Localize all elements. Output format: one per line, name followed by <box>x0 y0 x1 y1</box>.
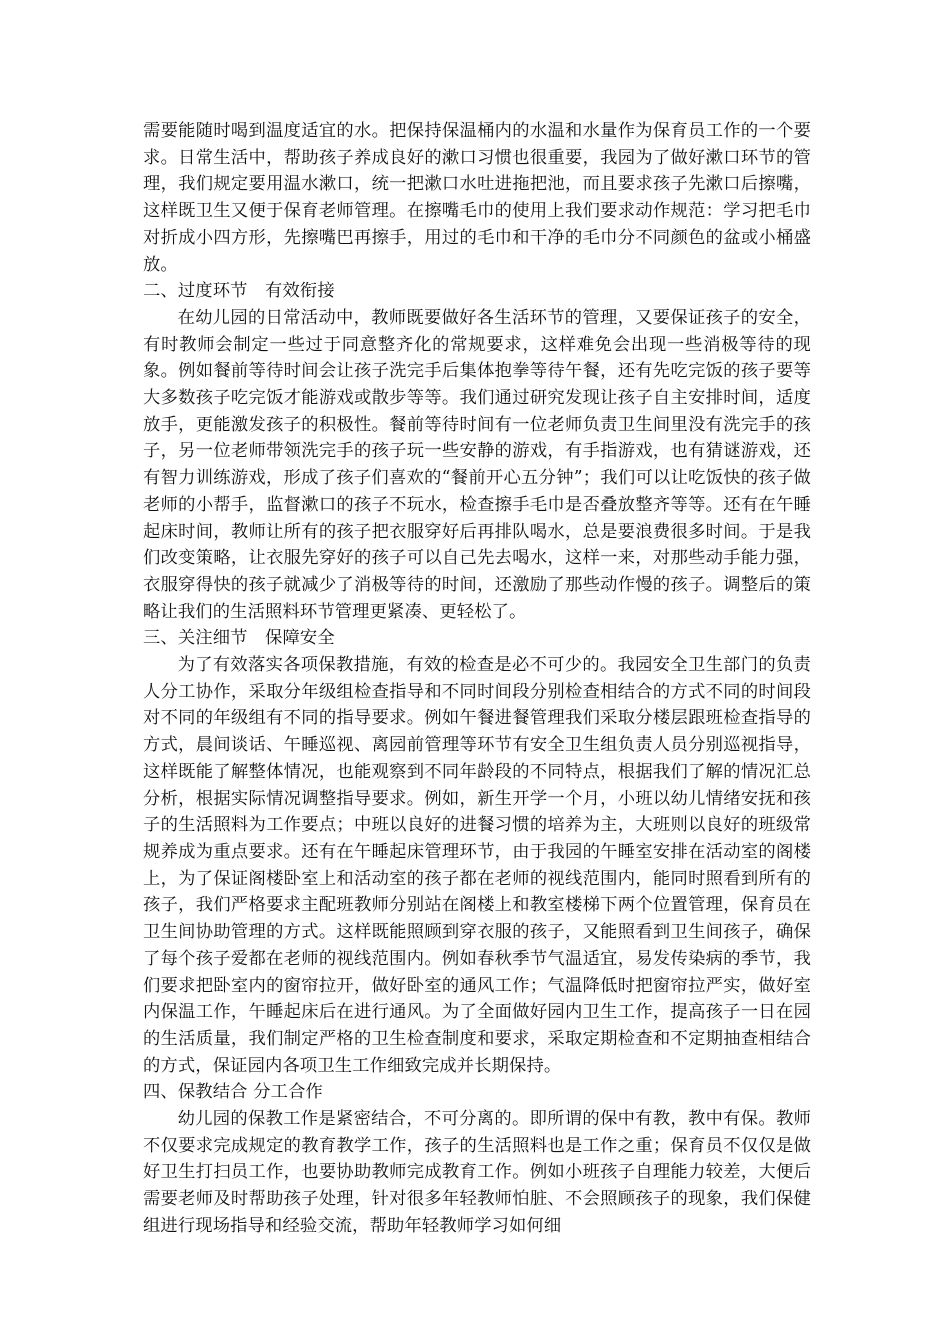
section-heading-4: 四、保教结合 分工合作 <box>143 1082 323 1103</box>
section-heading-3: 三、关注细节 保障安全 <box>143 628 335 649</box>
paragraph-transition-links: 在幼儿园的日常活动中，教师既要做好各生活环节的管理，又要保证孩子的安全，有时教师会制定一些过于同意整齐化的常规要求，这样难免会出现一些消极等待的现象。例如餐前等待时间会让孩子洗完手后集体抱拳等待午餐，还有先吃完饭的孩子要等大多数孩子吃完饭才能游戏或散步等等。我们通过研究发现让孩子自主安排时间，适度放手，更能激发孩子的积极性。餐前等待时间有一位老师负责卫生间里没有洗完手的孩子，另一位老师带领洗完手的孩子玩一些安静的游戏，有手指游戏，也有猜谜游戏，还有智力训练游戏，形成了孩子们喜欢的“餐前开心五分钟”；我们可以让吃饭快的孩子做老师的小帮手，监督漱口的孩子不玩水，检查擦手毛巾是否叠放整齐等等。还有在午睡起床时间，教师让所有的孩子把衣服穿好后再排队喝水，总是要浪费很多时间。于是我们改变策略，让衣服先穿好的孩子可以自己先去喝水，这样一来，对那些动手能力强，衣服穿得快的孩子就减少了消极等待的时间，还激励了那些动作慢的孩子。调整后的策略让我们的生活照料环节管理更紧凑、更轻松了。 <box>143 307 811 622</box>
document-body <box>143 118 811 1240</box>
paragraph-safety-details: 为了有效落实各项保教措施，有效的检查是必不可少的。我园安全卫生部门的负责人分工协作，采取分年级组检查指导和不同时间段分别检查相结合的方式不同的时间段对不同的年级组有不同的指导要求。例如午餐进餐管理我们采取分楼层跟班检查指导的方式，晨间谈话、午睡巡视、离园前管理等环节有安全卫生组负责人员分别巡视指导，这样既能了解整体情况，也能观察到不同年龄段的不同特点，根据我们了解的情况汇总分析，根据实际情况调整指导要求。例如，新生开学一个月，小班以幼儿情绪安抚和孩子的生活照料为工作要点；中班以良好的进餐习惯的培养为主，大班则以良好的班级常规养成为重点要求。还有在午睡起床管理环节，由于我园的午睡室安排在活动室的阁楼上，为了保证阁楼卧室上和活动室的孩子都在老师的视线范围内，能同时照看到所有的孩子，我们严格要求主配班教师分别站在阁楼上和教室楼梯下两个位置管理，保育员在卫生间协助管理的方式。这样既能照顾到穿衣服的孩子，又能照看到卫生间孩子，确保了每个孩子爱都在老师的视线范围内。例如春秋季节气温适宜，易发传染病的季节，我们要求把卧室内的窗帘拉开，做好卧室的通风工作；气温降低时把窗帘拉严实，做好室内保温工作，午睡起床后在进行通风。为了全面做好园内卫生工作，提高孩子一日在园的生活质量，我们制定严格的卫生检查制度和要求，采取定期检查和不定期抽查相结合的方式，保证园内各项卫生工作细致完成并长期保持。 <box>143 655 811 1076</box>
section-heading-2: 二、过度环节 有效衔接 <box>143 281 335 302</box>
paragraph-continued-drinking-water: 需要能随时喝到温度适宜的水。把保持保温桶内的水温和水量作为保育员工作的一个要求。日常生活中，帮助孩子养成良好的漱口习惯也很重要，我园为了做好漱口环节的管理，我们规定要用温水漱口，统一把漱口水吐进拖把池，而且要求孩子先漱口后擦嘴，这样既卫生又便于保育老师管理。在擦嘴毛巾的使用上我们要求动作规范：学习把毛巾对折成小四方形，先擦嘴巴再擦手，用过的毛巾和干净的毛巾分不同颜色的盆或小桶盛放。 <box>143 121 811 275</box>
paragraph-care-education: 幼儿园的保教工作是紧密结合，不可分离的。即所谓的保中有教，教中有保。教师不仅要求完成规定的教育教学工作，孩子的生活照料也是工作之重；保育员不仅仅是做好卫生打扫员工作，也要协助教师完成教育工作。例如小班孩子自理能力较差，大便后需要老师及时帮助孩子处理，针对很多年轻教师怕脏、不会照顾孩子的现象，我们保健组进行现场指导和经验交流，帮助年轻教师学习如何细 <box>143 1109 811 1236</box>
